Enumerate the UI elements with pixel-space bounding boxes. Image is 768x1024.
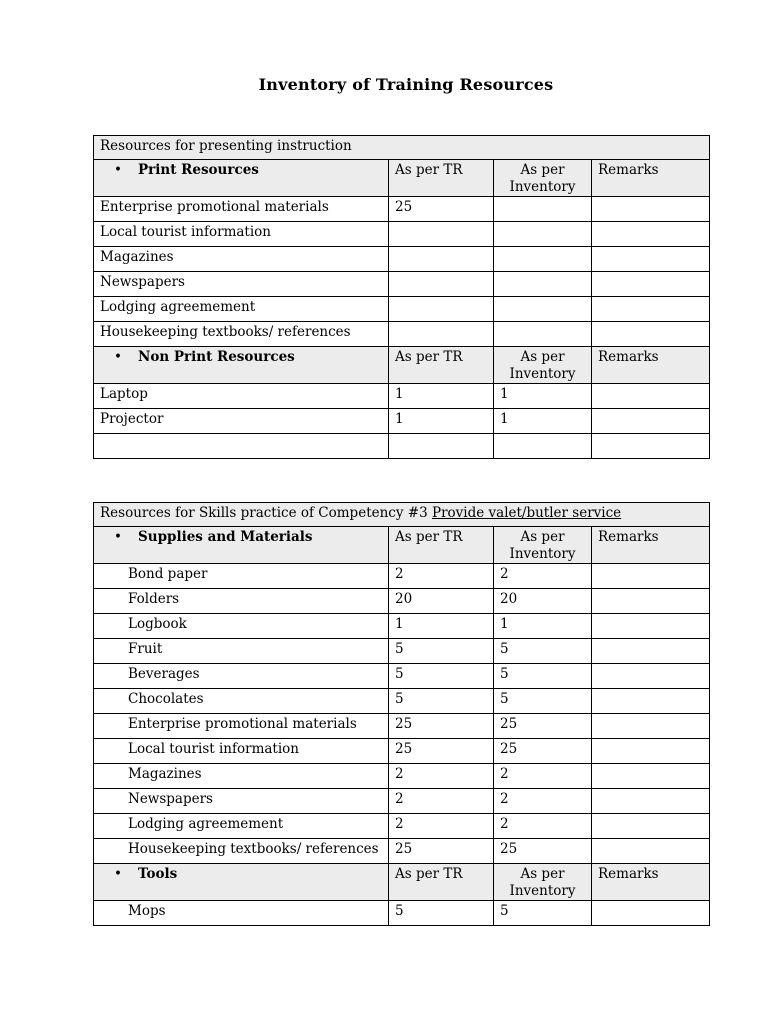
as-per-tr-cell: 2	[389, 789, 494, 814]
item-cell: Laptop	[94, 384, 389, 409]
as-per-tr-cell	[389, 222, 494, 247]
section-title	[94, 503, 710, 527]
remarks-cell	[592, 789, 710, 814]
as-per-inventory-cell: 5	[494, 689, 592, 714]
item-cell: Housekeeping textbooks/ references	[94, 839, 389, 864]
remarks-cell	[592, 434, 710, 459]
remarks-cell	[592, 247, 710, 272]
as-per-inventory-cell: 5	[494, 901, 592, 926]
table-row	[94, 247, 710, 272]
item-cell: Enterprise promotional materials	[94, 714, 389, 739]
item-cell: Bond paper	[94, 564, 389, 589]
as-per-tr-cell	[389, 322, 494, 347]
table-row	[94, 297, 710, 322]
as-per-tr-cell	[389, 272, 494, 297]
remarks-cell	[592, 739, 710, 764]
as-per-inventory-cell: 2	[494, 814, 592, 839]
group-heading: Supplies and Materials	[138, 529, 313, 545]
as-per-tr-cell: 1	[389, 614, 494, 639]
as-per-tr-cell	[389, 247, 494, 272]
as-per-tr-cell: 20	[389, 589, 494, 614]
as-per-tr-cell	[389, 297, 494, 322]
group-heading: Non Print Resources	[138, 349, 295, 365]
group-heading: Tools	[138, 866, 178, 882]
item-cell: Folders	[94, 589, 389, 614]
item-cell: Magazines	[94, 247, 389, 272]
col-header-tr: As per TR	[389, 160, 494, 197]
table-row	[94, 197, 710, 222]
col-header-remarks: Remarks	[592, 527, 710, 564]
page-title: Inventory of Training Resources	[258, 75, 554, 94]
as-per-tr-cell	[389, 434, 494, 459]
table-row	[94, 789, 710, 814]
table-row	[94, 409, 710, 434]
as-per-tr-cell: 1	[389, 384, 494, 409]
bullet-icon: •	[114, 162, 122, 178]
as-per-inventory-cell: 25	[494, 714, 592, 739]
item-cell: Local tourist information	[94, 222, 389, 247]
competency-title: Provide valet/butler service	[431, 505, 622, 521]
col-header-inventory: As per Inventory	[494, 347, 592, 384]
bullet-icon: •	[114, 349, 122, 365]
col-header-inventory: As per Inventory	[494, 864, 592, 901]
section-prefix: Resources for Skills practice of Competency #3	[100, 505, 432, 521]
table-row	[94, 689, 710, 714]
remarks-cell	[592, 272, 710, 297]
section-header-row	[94, 136, 710, 160]
remarks-cell	[592, 714, 710, 739]
remarks-cell	[592, 564, 710, 589]
as-per-tr-cell: 25	[389, 839, 494, 864]
item-cell: Beverages	[94, 664, 389, 689]
item-cell: Logbook	[94, 614, 389, 639]
as-per-tr-cell: 25	[389, 739, 494, 764]
as-per-inventory-cell: 1	[494, 614, 592, 639]
table-row	[94, 614, 710, 639]
bullet-icon: •	[114, 529, 122, 545]
table-row	[94, 384, 710, 409]
as-per-inventory-cell: 1	[494, 409, 592, 434]
as-per-inventory-cell: 2	[494, 764, 592, 789]
remarks-cell	[592, 197, 710, 222]
as-per-inventory-cell	[494, 322, 592, 347]
table-row	[94, 564, 710, 589]
as-per-inventory-cell: 5	[494, 664, 592, 689]
remarks-cell	[592, 639, 710, 664]
item-cell: Local tourist information	[94, 739, 389, 764]
as-per-tr-cell: 1	[389, 409, 494, 434]
table-row	[94, 222, 710, 247]
bullet-icon: •	[114, 866, 122, 882]
col-header-tr: As per TR	[389, 347, 494, 384]
as-per-tr-cell: 5	[389, 664, 494, 689]
remarks-cell	[592, 384, 710, 409]
as-per-inventory-cell	[494, 434, 592, 459]
item-cell: Mops	[94, 901, 389, 926]
as-per-inventory-cell: 25	[494, 739, 592, 764]
group-header-row	[94, 347, 710, 384]
item-cell: Housekeeping textbooks/ references	[94, 322, 389, 347]
table-row	[94, 272, 710, 297]
section-header-row	[94, 503, 710, 527]
item-cell: Newspapers	[94, 789, 389, 814]
as-per-inventory-cell: 5	[494, 639, 592, 664]
as-per-inventory-cell: 2	[494, 564, 592, 589]
remarks-cell	[592, 222, 710, 247]
group-heading: Print Resources	[138, 162, 259, 178]
as-per-tr-cell: 25	[389, 714, 494, 739]
item-cell: Enterprise promotional materials	[94, 197, 389, 222]
group-header-row	[94, 160, 710, 197]
as-per-inventory-cell	[494, 297, 592, 322]
as-per-tr-cell: 2	[389, 814, 494, 839]
as-per-inventory-cell	[494, 197, 592, 222]
remarks-cell	[592, 764, 710, 789]
as-per-inventory-cell: 20	[494, 589, 592, 614]
table-row	[94, 639, 710, 664]
remarks-cell	[592, 839, 710, 864]
group-heading-cell	[94, 864, 389, 901]
col-header-remarks: Remarks	[592, 864, 710, 901]
as-per-inventory-cell: 25	[494, 839, 592, 864]
table-row	[94, 434, 710, 459]
section-title: Resources for presenting instruction	[94, 136, 710, 160]
remarks-cell	[592, 901, 710, 926]
remarks-cell	[592, 689, 710, 714]
remarks-cell	[592, 614, 710, 639]
as-per-inventory-cell: 2	[494, 789, 592, 814]
col-header-inventory: As per Inventory	[494, 160, 592, 197]
presenting-instruction-table	[93, 135, 710, 459]
item-cell: Fruit	[94, 639, 389, 664]
as-per-inventory-cell	[494, 247, 592, 272]
table-row	[94, 901, 710, 926]
skills-practice-table	[93, 502, 710, 926]
as-per-tr-cell: 5	[389, 639, 494, 664]
group-heading-cell	[94, 347, 389, 384]
table-row	[94, 664, 710, 689]
as-per-inventory-cell	[494, 222, 592, 247]
col-header-remarks: Remarks	[592, 347, 710, 384]
as-per-tr-cell: 25	[389, 197, 494, 222]
as-per-tr-cell: 5	[389, 689, 494, 714]
item-cell: Projector	[94, 409, 389, 434]
col-header-tr: As per TR	[389, 527, 494, 564]
as-per-inventory-cell	[494, 272, 592, 297]
item-cell: Chocolates	[94, 689, 389, 714]
col-header-remarks: Remarks	[592, 160, 710, 197]
item-cell	[94, 434, 389, 459]
item-cell: Lodging agreemement	[94, 814, 389, 839]
table-row	[94, 322, 710, 347]
item-cell: Newspapers	[94, 272, 389, 297]
group-header-row	[94, 527, 710, 564]
table-row	[94, 589, 710, 614]
as-per-tr-cell: 2	[389, 764, 494, 789]
remarks-cell	[592, 409, 710, 434]
col-header-inventory: As per Inventory	[494, 527, 592, 564]
group-heading-cell	[94, 527, 389, 564]
table-row	[94, 839, 710, 864]
table-row	[94, 814, 710, 839]
as-per-inventory-cell: 1	[494, 384, 592, 409]
remarks-cell	[592, 297, 710, 322]
remarks-cell	[592, 322, 710, 347]
remarks-cell	[592, 814, 710, 839]
table-row	[94, 764, 710, 789]
group-header-row	[94, 864, 710, 901]
item-cell: Lodging agreemement	[94, 297, 389, 322]
table-row	[94, 739, 710, 764]
group-heading-cell	[94, 160, 389, 197]
as-per-tr-cell: 5	[389, 901, 494, 926]
table-row	[94, 714, 710, 739]
col-header-tr: As per TR	[389, 864, 494, 901]
item-cell: Magazines	[94, 764, 389, 789]
remarks-cell	[592, 664, 710, 689]
remarks-cell	[592, 589, 710, 614]
as-per-tr-cell: 2	[389, 564, 494, 589]
